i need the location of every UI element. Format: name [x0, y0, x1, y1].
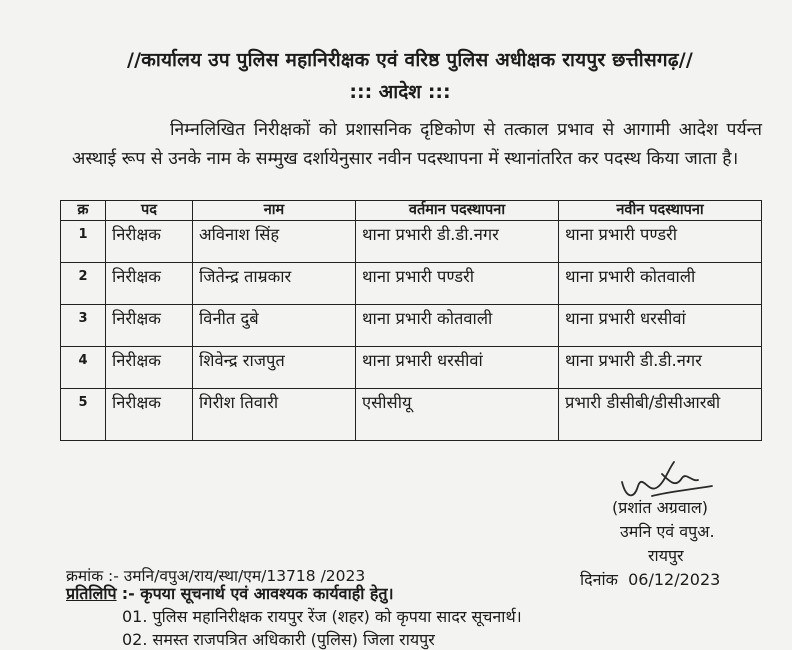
order-date: [580, 568, 720, 590]
cell-post: निरीक्षक: [106, 347, 193, 389]
order-heading: ::: आदेश :::: [349, 81, 451, 103]
order-paragraph-text: निम्नलिखित निरीक्षकों को प्रशासनिक दृष्टिकोण से तत्काल प्रभाव से आगामी आदेश पर्यन्त अस्थाई रूप से उनके नाम के सम्मुख दर्शायेनुसार नवीन पदस्थापना में स्थानांतरित कर पदस्थ किया जाता है।: [72, 120, 762, 169]
header-name: नाम: [193, 201, 356, 221]
office-heading: //कार्यालय उप पुलिस महानिरीक्षक एवं वरिष्ठ पुलिस अधीक्षक रायपुर छत्तीसगढ़//: [126, 49, 693, 71]
signatory-designation: उमनि एवं वपुअ.: [620, 522, 715, 541]
header-current: वर्तमान पदस्थापना: [356, 201, 559, 221]
cell-new: थाना प्रभारी पण्डरी: [559, 221, 762, 263]
table-row: [61, 347, 762, 389]
cell-name: गिरीश तिवारी: [193, 389, 356, 441]
signatory-name: (प्रशांत अग्रवाल): [612, 498, 708, 517]
cell-post: निरीक्षक: [106, 221, 193, 263]
table-row: [61, 221, 762, 263]
cell-new: थाना प्रभारी डी.डी.नगर: [559, 347, 762, 389]
copy-to-label: प्रतिलिपि: [66, 584, 117, 603]
cell-current: एसीसीयू: [356, 389, 559, 441]
copy-item: 01. पुलिस महानिरीक्षक रायपुर रेंज (शहर) को कृपया सादर सूचनार्थ।: [122, 607, 522, 626]
date-label: दिनांक: [580, 570, 618, 589]
cell-sn: 5: [61, 389, 106, 441]
header-post: पद: [106, 201, 193, 221]
order-paragraph: [72, 116, 762, 174]
cell-new: थाना प्रभारी कोतवाली: [559, 263, 762, 305]
date-value: 06/12/2023: [628, 570, 721, 589]
cell-current: थाना प्रभारी कोतवाली: [356, 305, 559, 347]
table-row: [61, 263, 762, 305]
table-header-row: [61, 201, 762, 221]
cell-current: थाना प्रभारी पण्डरी: [356, 263, 559, 305]
cell-sn: 2: [61, 263, 106, 305]
cell-sn: 3: [61, 305, 106, 347]
reference-number: क्रमांक :- उमनि/वपुअ/राय/स्था/एम/13718 /2023: [66, 567, 366, 585]
cell-new: प्रभारी डीसीबी/डीसीआरबी: [559, 389, 762, 441]
cell-new: थाना प्रभारी धरसीवां: [559, 305, 762, 347]
cell-post: निरीक्षक: [106, 389, 193, 441]
cell-current: थाना प्रभारी धरसीवां: [356, 347, 559, 389]
cell-post: निरीक्षक: [106, 263, 193, 305]
transfer-table: [60, 200, 762, 441]
cell-name: विनीत दुबे: [193, 305, 356, 347]
cell-post: निरीक्षक: [106, 305, 193, 347]
cell-sn: 1: [61, 221, 106, 263]
cell-name: जितेन्द्र ताम्रकार: [193, 263, 356, 305]
header-sn: क्र: [61, 201, 106, 221]
cell-current: थाना प्रभारी डी.डी.नगर: [356, 221, 559, 263]
copy-item: 02. समस्त राजपत्रित अधिकारी (पुलिस) जिला रायपुर: [122, 630, 435, 649]
table-row: [61, 389, 762, 441]
cell-name: अविनाश सिंह: [193, 221, 356, 263]
header-new: नवीन पदस्थापना: [559, 201, 762, 221]
cell-sn: 4: [61, 347, 106, 389]
copy-to-line: [66, 582, 394, 604]
signatory-place: रायपुर: [648, 546, 684, 565]
copy-to-text: :- कृपया सूचनार्थ एवं आवश्यक कार्यवाही हेतु।: [121, 584, 394, 603]
cell-name: शिवेन्द्र राजपुत: [193, 347, 356, 389]
table-row: [61, 305, 762, 347]
